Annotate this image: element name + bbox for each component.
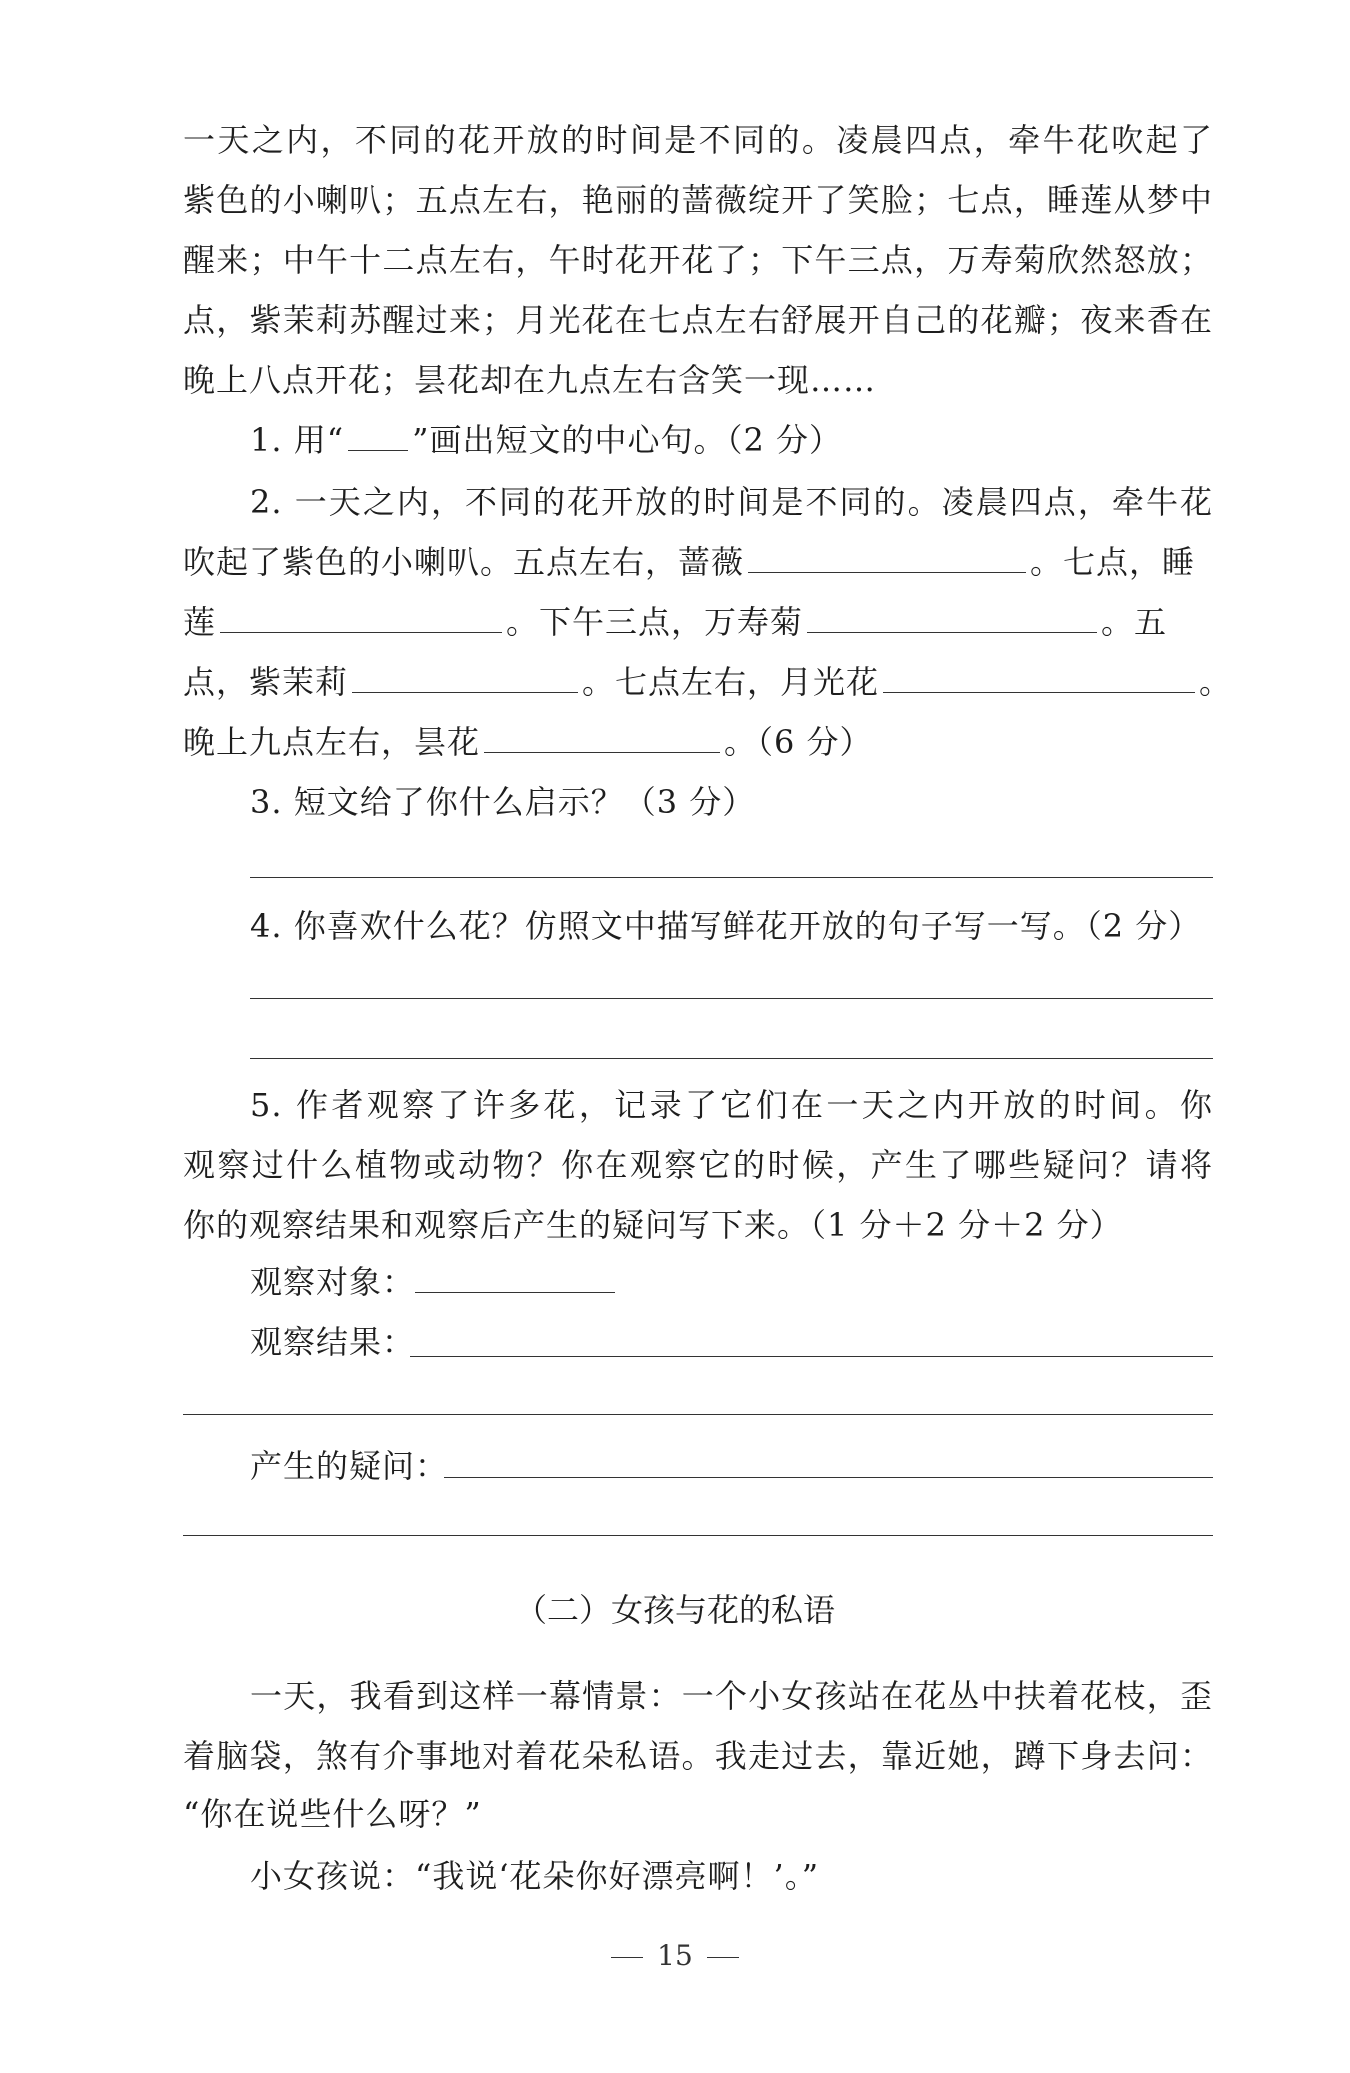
question-3: 3. 短文给了你什么启示？（3 分） (250, 783, 756, 821)
question-4: 4. 你喜欢什么花？仿照文中描写鲜花开放的句子写一写。（2 分） (250, 907, 1202, 945)
q5-object-row (250, 1262, 1213, 1302)
q2-line-5 (183, 722, 1213, 762)
q1-underline-blank[interactable] (348, 422, 408, 451)
q5-question-line-2[interactable] (183, 1535, 1213, 1536)
q5-question-line-1[interactable] (444, 1477, 1213, 1478)
passage1-line-1: 一天之内，不同的花开放的时间是不同的。凌晨四点，牵牛花吹起了 (183, 121, 1213, 159)
passage1-line-5: 晚上八点开花；昙花却在九点左右含笑一现…… (183, 361, 877, 399)
q2-line-4 (183, 662, 1233, 702)
page-number-dash-left (611, 1957, 643, 1958)
section-2-title: （二）女孩与花的私语 (514, 1591, 835, 1629)
question-1 (250, 420, 1213, 460)
q2-blank-marigold[interactable] (807, 604, 1097, 633)
q5-line-1: 5. 作者观察了许多花，记录了它们在一天之内开放的时间。你 (250, 1086, 1213, 1124)
q5-line-3: 你的观察结果和观察后产生的疑问写下来。（1 分＋2 分＋2 分） (183, 1206, 1123, 1244)
passage1-line-2: 紫色的小喇叭；五点左右，艳丽的蔷薇绽开了笑脸；七点，睡莲从梦中 (183, 181, 1213, 219)
q5-result-line-1[interactable] (410, 1356, 1213, 1357)
q2-blank-moonflower[interactable] (883, 664, 1195, 693)
q2-blank-epiphyllum[interactable] (484, 724, 720, 753)
q4-answer-line-2[interactable] (250, 1058, 1213, 1059)
q2-line3-text-b: 。下午三点，万寿菊 (506, 603, 804, 641)
passage1-line-3: 醒来；中午十二点左右，午时花开花了；下午三点，万寿菊欣然怒放； (183, 241, 1213, 279)
q5-label-result: 观察结果： (250, 1323, 416, 1361)
passage2-line-3: “你在说些什么呀？” (183, 1795, 482, 1833)
q2-blank-waterlily[interactable] (220, 604, 502, 633)
q2-line-3 (183, 602, 1213, 642)
q5-label-question: 产生的疑问： (250, 1447, 449, 1485)
q5-label-object: 观察对象： (250, 1263, 416, 1301)
q2-line-1: 2. 一天之内，不同的花开放的时间是不同的。凌晨四点，牵牛花 (250, 483, 1213, 521)
q4-answer-line-1[interactable] (250, 998, 1213, 999)
q2-line4-text-a: 点，紫茉莉 (183, 663, 349, 701)
q2-line2-text-b: 。七点，睡 (1030, 543, 1196, 581)
q5-blank-object[interactable] (415, 1264, 615, 1293)
passage1-line-4: 点，紫茉莉苏醒过来；月光花在七点左右舒展开自己的花瓣；夜来香在 (183, 301, 1213, 339)
q2-line3-text-c: 。五 (1101, 603, 1168, 641)
passage2-line-1: 一天，我看到这样一幕情景：一个小女孩站在花丛中扶着花枝，歪 (250, 1677, 1213, 1715)
page-number-value: 15 (657, 1939, 693, 1972)
q5-result-line-2[interactable] (183, 1414, 1213, 1415)
passage2-line-2: 着脑袋，煞有介事地对着花朵私语。我走过去，靠近她，蹲下身去问： (183, 1737, 1213, 1775)
q2-blank-rose[interactable] (748, 544, 1026, 573)
q2-line5-text-b: 。（6 分） (724, 723, 873, 761)
q2-line4-text-b: 。七点左右，月光花 (582, 663, 880, 701)
q5-line-2: 观察过什么植物或动物？你在观察它的时候，产生了哪些疑问？请将 (183, 1146, 1213, 1184)
q1-text-before: 1. 用“ (250, 421, 345, 459)
q2-line-2 (183, 542, 1213, 582)
q2-blank-four-oclock[interactable] (352, 664, 578, 693)
passage2-line-4: 小女孩说：“我说‘花朵你好漂亮啊！’。” (250, 1857, 820, 1895)
q2-line5-text-a: 晚上九点左右，昙花 (183, 723, 481, 761)
q1-text-after: ”画出短文的中心句。（2 分） (412, 421, 842, 459)
q2-line2-text-a: 吹起了紫色的小喇叭。五点左右，蔷薇 (183, 543, 745, 581)
q3-answer-line[interactable] (250, 877, 1213, 878)
page-number (0, 1938, 1350, 1974)
q2-line4-text-c: 。 (1199, 663, 1233, 701)
page-number-dash-right (707, 1957, 739, 1958)
q2-line3-text-a: 莲 (183, 603, 217, 641)
